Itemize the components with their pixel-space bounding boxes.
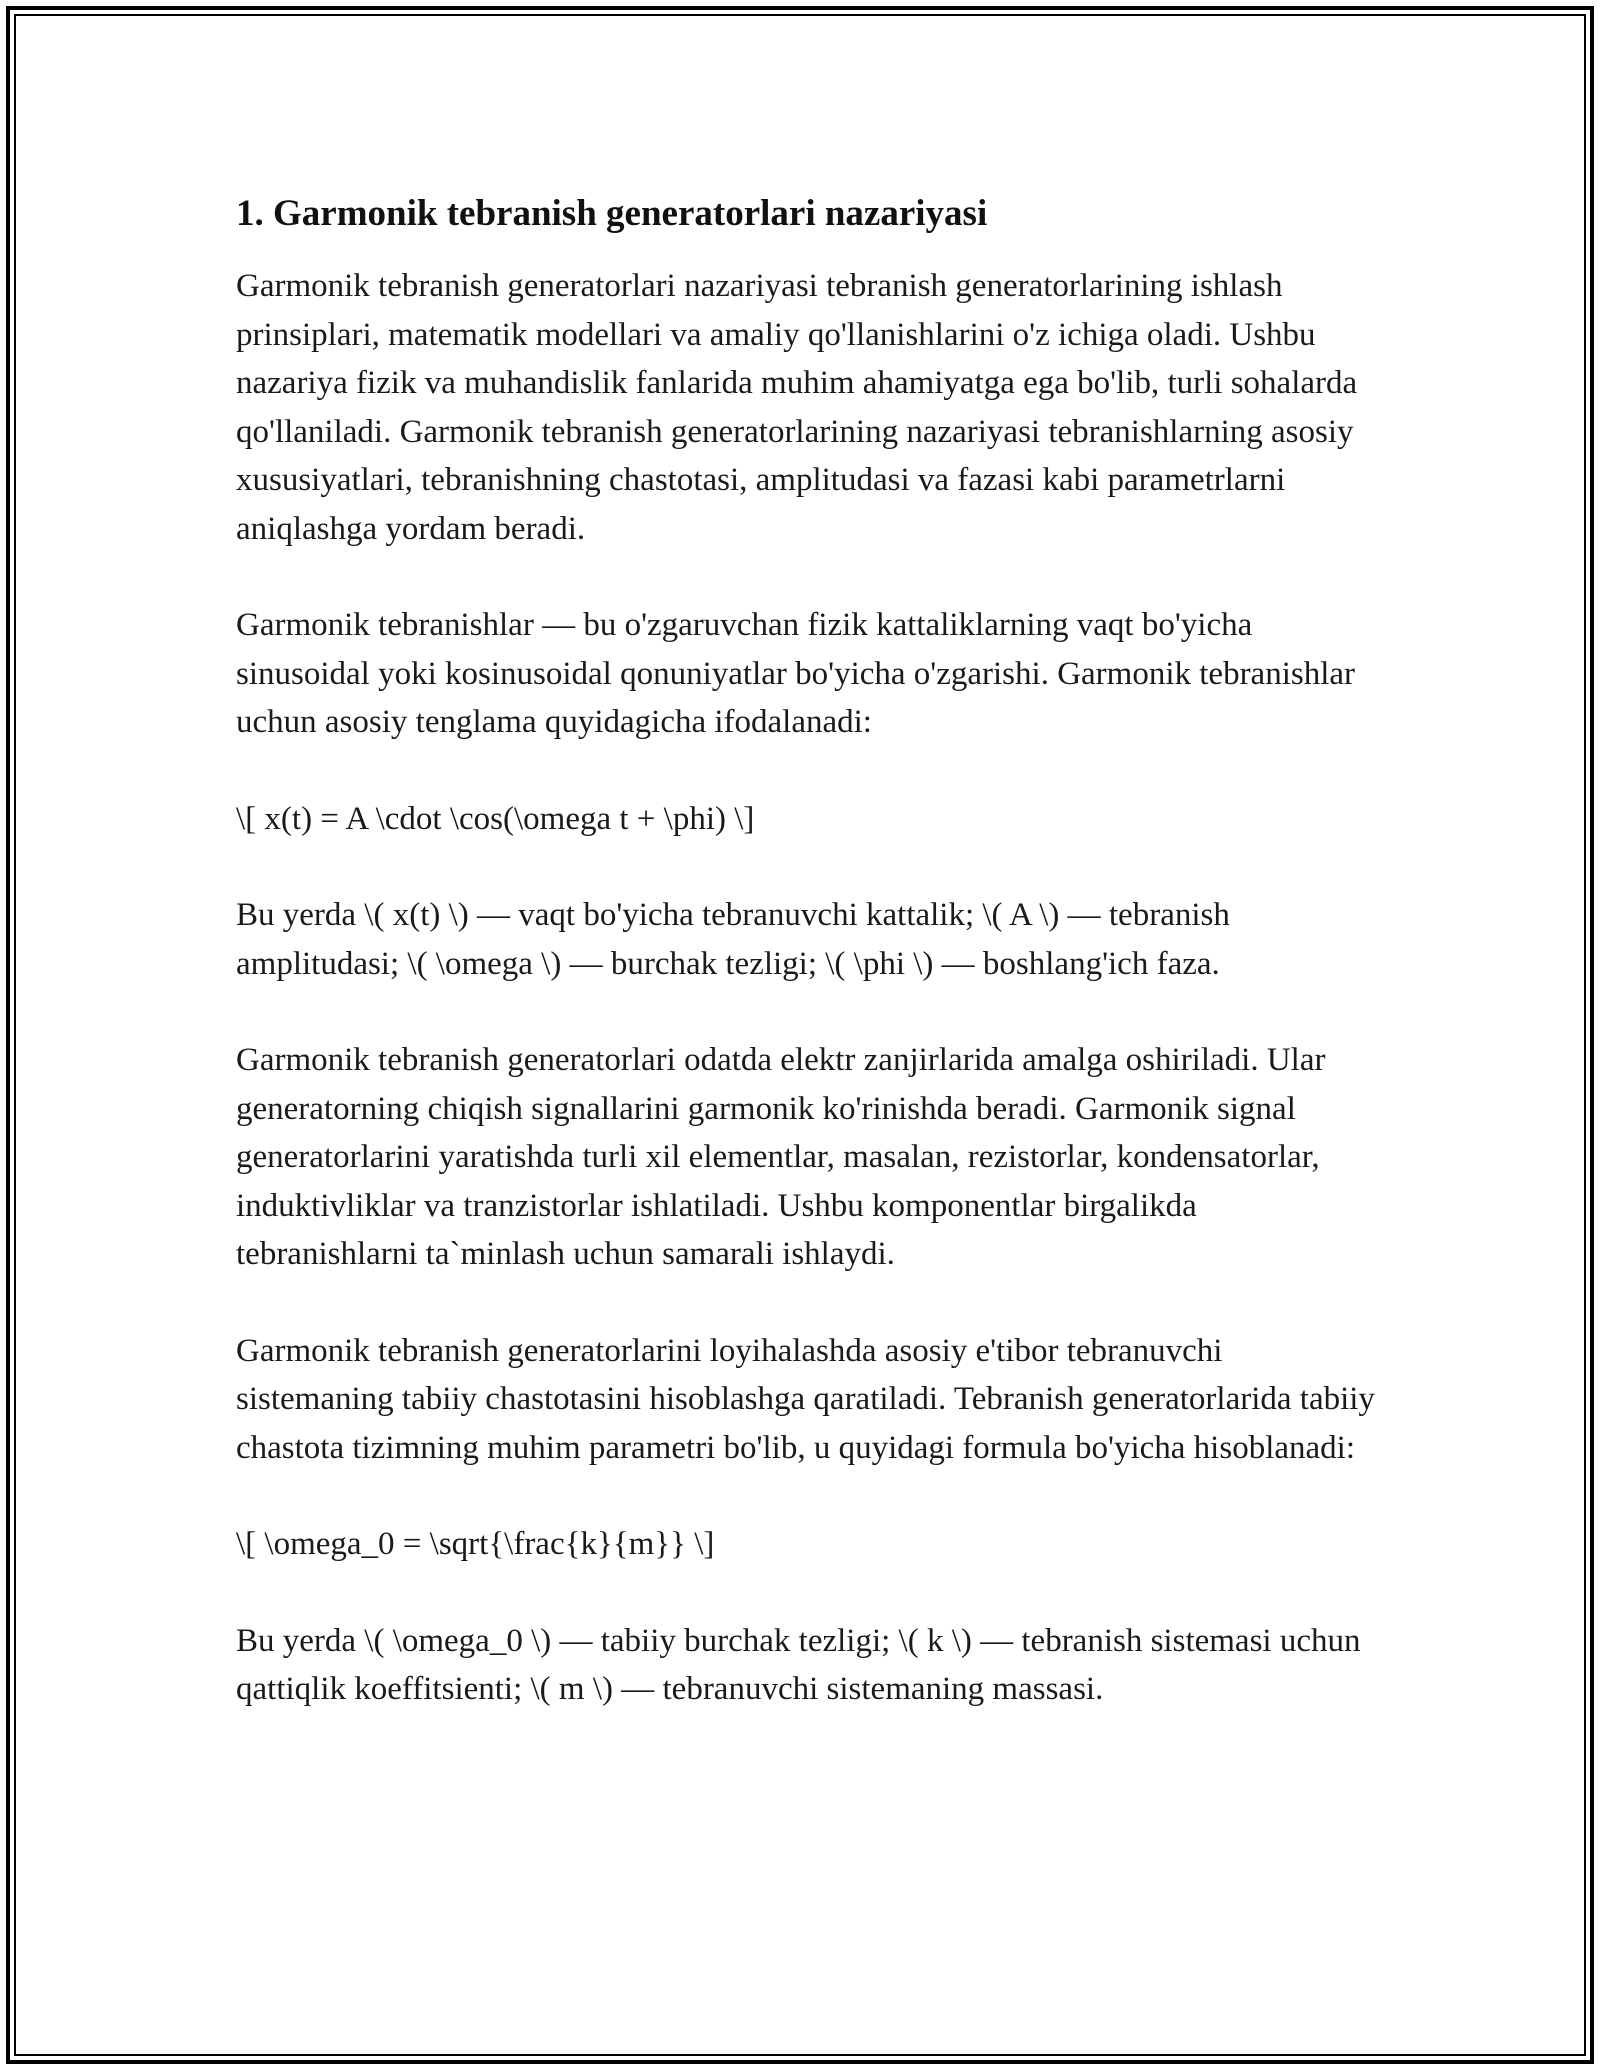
- paragraph-natural-frequency: Garmonik tebranish generatorlarini loyihalashda asosiy e'tibor tebranuvchi sistemaning tabiiy chastotasini hisoblashga qaratiladi. Tebranish generatorlarida tabiiy chastota tizimning muhim parametri bo'lib, u quyidagi formula bo'yicha hisoblanadi:: [236, 1332, 1375, 1466]
- document-body: [236, 188, 1376, 1762]
- equation-natural-frequency: \[ \omega_0 = \sqrt{\frac{k}{m}} \]: [236, 1526, 715, 1562]
- equation-harmonic: \[ x(t) = A \cdot \cos(\omega t + \phi) \]: [236, 800, 755, 837]
- paragraph-intro: Garmonik tebranish generatorlari nazariyasi tebranish generatorlarining ishlash prinsiplari, matematik modellari va amaliy qo'llanishlarini o'z ichiga oladi. Ushbu nazariya fizik va muhandislik fanlarida muhim ahamiyatga ega bo'lib, turli sohalarda qo'llaniladi. Garmonik tebranish generatorlarining nazariyasi tebranishlarning asosiy xususiyatlari, tebranishning chastotasi, amplitudasi va fazasi kabi parametrlarni aniqlashga yordam beradi.: [236, 268, 1358, 547]
- paragraph-circuits: Garmonik tebranish generatorlari odatda elektr zanjirlarida amalga oshiriladi. Ular generatorning chiqish signallarini garmonik ko'rinishda beradi. Garmonik signal generatorlarini yaratishda turli xil elementlar, masalan, rezistorlar, kondensatorlar, induktivliklar va tranzistorlar ishlatiladi. Ushbu komponentlar birgalikda tebranishlarni ta`minlash uchun samarali ishlaydi.: [236, 1042, 1326, 1272]
- section-heading: 1. Garmonik tebranish generatorlari nazariyasi: [236, 193, 988, 234]
- paragraph-definition: Garmonik tebranishlar — bu o'zgaruvchan fizik kattaliklarning vaqt bo'yicha sinusoidal yoki kosinusoidal qonuniyatlar bo'yicha o'zgarishi. Garmonik tebranishlar uchun asosiy tenglama quyidagicha ifodalanadi:: [236, 607, 1356, 740]
- paragraph-natural-variables: Bu yerda \( \omega_0 \) — tabiiy burchak tezligi; \( k \) — tebranish sistemasi uchun qattiqlik koeffitsienti; \( m \) — tebranuvchi sistemaning massasi.: [236, 1622, 1361, 1707]
- paragraph-variables: Bu yerda \( x(t) \) — vaqt bo'yicha tebranuvchi kattalik; \( A \) — tebranish amplitudasi; \( \omega \) — burchak tezligi; \( \phi \) — boshlang'ich faza.: [236, 897, 1230, 982]
